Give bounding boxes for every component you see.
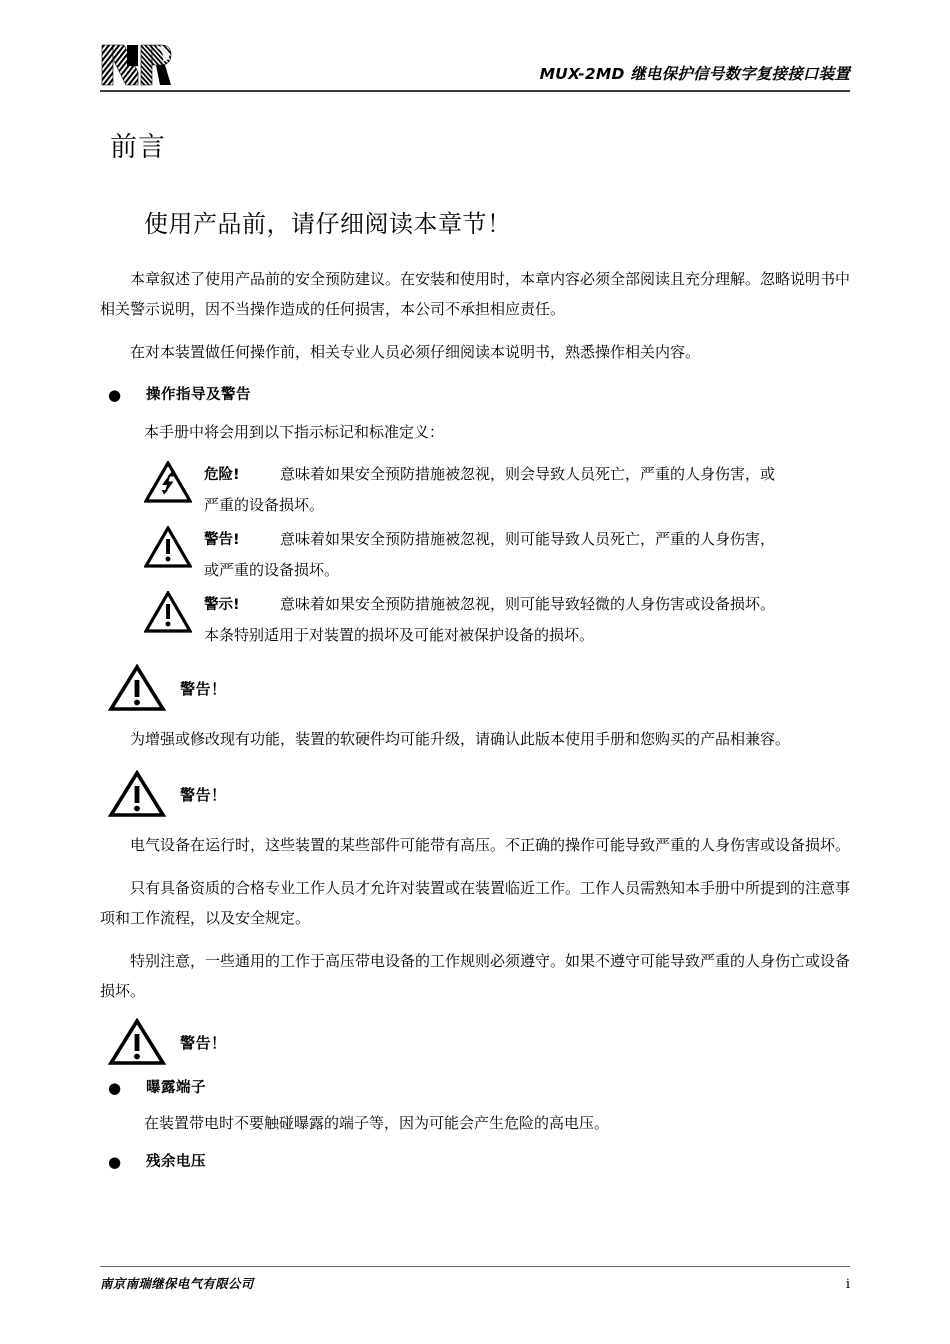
section-guidance-heading <box>108 383 850 407</box>
section-residual-voltage-label: 残余电压 <box>146 1154 206 1170</box>
intro-paragraph-2: 在对本装置做任何操作前，相关专业人员必须仔细阅读本说明书，熟悉操作相关内容。 <box>130 343 701 361</box>
section-guidance-leadin: 本手册中将会用到以下指示标记和标准定义： <box>144 423 445 441</box>
chapter-subtitle: 使用产品前，请仔细阅读本章节！ <box>144 210 512 238</box>
footer-company-name: 南京南瑞继保电气有限公司 <box>100 1276 254 1291</box>
intro-paragraph-1: 本章叙述了使用产品前的安全预防建议。在安装和使用时，本章内容必须全部阅读且充分理解。忽略说明书中相关警示说明，因不当操作造成的任何损害，本公司不承担相应责任。 <box>100 270 851 318</box>
footer-page-number: i <box>845 1277 850 1292</box>
section-guidance-label: 操作指导及警告 <box>146 387 251 403</box>
definition-caution <box>144 589 850 650</box>
warning-banner-2-label: 警告！ <box>180 785 227 804</box>
warning-banner-2-paragraph-1: 电气设备在运行时，这些装置的某些部件可能带有高压。不正确的操作可能导致严重的人身伤害或设备损坏。 <box>130 836 851 854</box>
bullet-icon: ● <box>108 386 122 404</box>
caution-exclamation-triangle-icon <box>144 591 192 633</box>
bullet-icon: ● <box>108 1153 122 1171</box>
warning-banner-1-label: 警告！ <box>180 679 227 698</box>
warning-exclamation-triangle-icon <box>108 770 166 818</box>
danger-lightning-triangle-icon <box>144 461 192 503</box>
definition-term-danger: 危险! <box>204 467 240 483</box>
warning-banner-3 <box>108 1018 850 1066</box>
page-footer <box>100 1266 850 1292</box>
warning-exclamation-triangle-icon <box>108 664 166 712</box>
warning-banner-3-label: 警告！ <box>180 1033 227 1052</box>
definition-text-danger-line1: 意味着如果安全预防措施被忽视，则会导致人员死亡，严重的人身伤害，或 <box>280 465 776 483</box>
definition-term-warning: 警告! <box>204 532 240 548</box>
warning-banner-2 <box>108 770 850 818</box>
definition-text-danger-line2: 严重的设备损坏。 <box>204 496 325 514</box>
definition-text-warning-line1: 意味着如果安全预防措施被忽视，则可能导致人员死亡，严重的人身伤害， <box>280 530 776 548</box>
warning-exclamation-triangle-icon <box>144 526 192 568</box>
bullet-icon: ● <box>108 1079 122 1097</box>
section-exposed-terminals-paragraph: 在装置带电时不要触碰曝露的端子等，因为可能会产生危险的高电压。 <box>144 1114 610 1132</box>
page-title: 前言 <box>110 132 166 163</box>
definition-text-warning-line2: 或严重的设备损坏。 <box>204 561 340 579</box>
section-exposed-terminals-heading <box>108 1076 850 1100</box>
section-residual-voltage-heading <box>108 1150 850 1174</box>
section-exposed-terminals-label: 曝露端子 <box>146 1080 206 1096</box>
warning-banner-1-paragraph: 为增强或修改现有功能，装置的软硬件均可能升级，请确认此版本使用手册和您购买的产品相兼容。 <box>130 730 791 748</box>
definition-warning <box>144 524 850 585</box>
definition-text-caution-line1: 意味着如果安全预防措施被忽视，则可能导致轻微的人身伤害或设备损坏。 <box>280 595 776 613</box>
warning-banner-2-paragraph-2: 只有具备资质的合格专业工作人员才允许对装置或在装置临近工作。工作人员需熟知本手册中所提到的注意事项和工作流程，以及安全规定。 <box>100 879 851 927</box>
nr-logo-icon <box>100 42 172 88</box>
definition-danger <box>144 459 850 520</box>
page-header <box>100 0 850 92</box>
definition-term-caution: 警示! <box>204 597 240 613</box>
warning-exclamation-triangle-icon <box>108 1018 166 1066</box>
definition-text-caution-line2: 本条特别适用于对装置的损坏及可能对被保护设备的损坏。 <box>204 626 595 644</box>
header-title: MUX-2MD 继电保护信号数字复接接口装置 <box>539 65 850 83</box>
warning-banner-1 <box>108 664 850 712</box>
warning-banner-2-paragraph-3: 特别注意，一些通用的工作于高压带电设备的工作规则必须遵守。如果不遵守可能导致严重的人身伤亡或设备损坏。 <box>100 952 851 1000</box>
